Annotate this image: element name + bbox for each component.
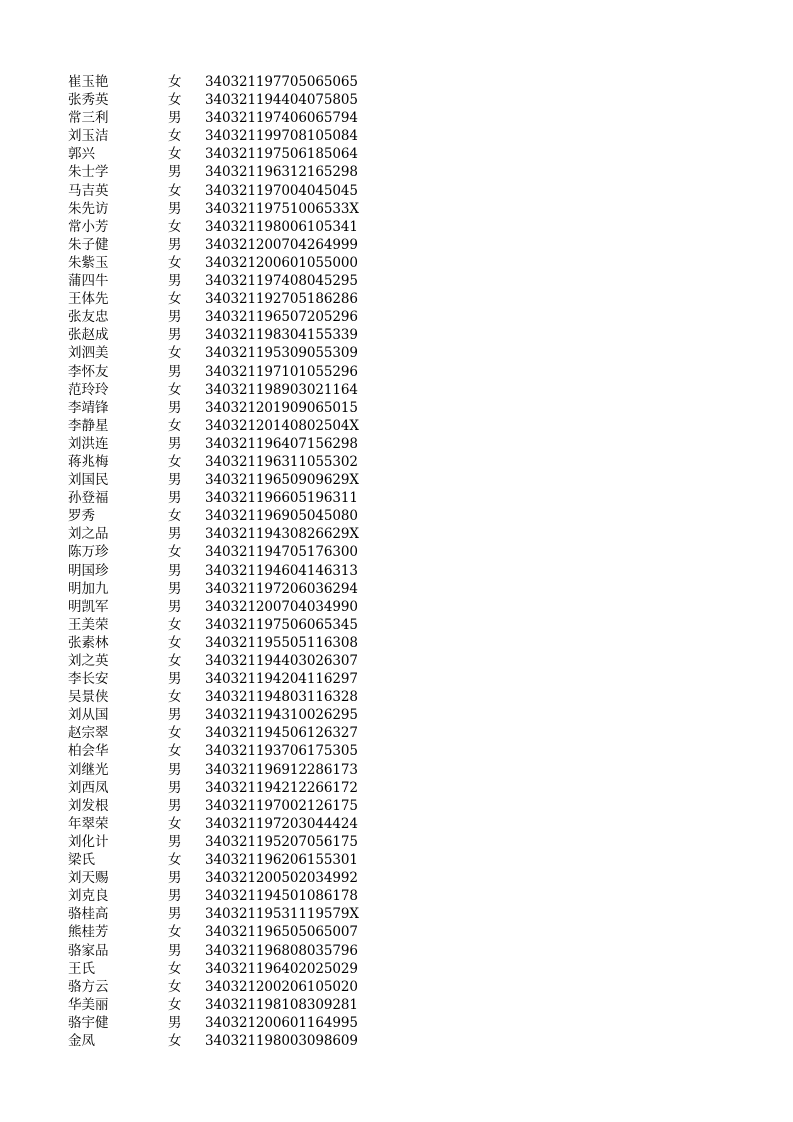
table-row <box>68 1032 368 1050</box>
id-number-cell: 340321197705065065 <box>205 74 358 90</box>
name-cell: 朱紫玉 <box>68 254 109 271</box>
name-cell: 金凤 <box>68 1032 95 1049</box>
table-row <box>68 562 368 580</box>
gender-cell: 女 <box>168 417 182 434</box>
gender-cell: 男 <box>168 1014 182 1031</box>
id-number-cell: 340321200704034990 <box>205 598 358 615</box>
gender-cell: 男 <box>168 164 182 181</box>
gender-cell: 男 <box>168 942 182 959</box>
table-row <box>68 598 368 616</box>
table-row <box>68 363 368 381</box>
gender-cell: 男 <box>168 671 182 688</box>
name-cell: 刘发根 <box>68 797 109 814</box>
id-number-cell: 340321198304155339 <box>205 327 358 344</box>
table-row <box>68 887 368 905</box>
id-number-cell: 340321197004045045 <box>205 182 358 199</box>
table-row <box>68 580 368 598</box>
name-cell: 蒲四牛 <box>68 273 109 290</box>
gender-cell: 女 <box>168 453 182 470</box>
gender-cell: 女 <box>168 725 182 742</box>
gender-cell: 女 <box>168 146 182 163</box>
table-row <box>68 471 368 489</box>
id-number-cell: 34032119751006533X <box>205 200 359 217</box>
name-cell: 王体先 <box>68 291 109 308</box>
id-number-cell: 340321194501086178 <box>205 888 358 905</box>
table-row <box>68 761 368 779</box>
id-number-cell: 340321194705176300 <box>205 544 358 561</box>
table-row <box>68 797 368 815</box>
table-row <box>68 453 368 471</box>
id-number-cell: 340321196311055302 <box>205 453 358 470</box>
name-cell: 范玲玲 <box>68 381 109 398</box>
table-row <box>68 543 368 561</box>
gender-cell: 男 <box>168 797 182 814</box>
name-cell: 朱先访 <box>68 200 109 217</box>
gender-cell: 女 <box>168 960 182 977</box>
gender-cell: 女 <box>168 924 182 941</box>
name-cell: 刘玉洁 <box>68 128 109 145</box>
id-number-cell: 340321197406065794 <box>205 110 358 127</box>
id-number-cell: 340321197101055296 <box>205 363 358 380</box>
gender-cell: 男 <box>168 200 182 217</box>
name-cell: 刘之品 <box>68 526 109 543</box>
id-number-cell: 340321197002126175 <box>205 797 358 814</box>
gender-cell: 男 <box>168 236 182 253</box>
name-cell: 朱士学 <box>68 164 109 181</box>
gender-cell: 男 <box>168 309 182 326</box>
table-row <box>68 869 368 887</box>
table-row <box>68 923 368 941</box>
name-cell: 张素林 <box>68 634 109 651</box>
name-cell: 赵宗翠 <box>68 725 109 742</box>
gender-cell: 男 <box>168 490 182 507</box>
id-number-cell: 34032119531119579X <box>205 906 359 923</box>
id-number-cell: 340321192705186286 <box>205 291 358 308</box>
table-row <box>68 435 368 453</box>
id-number-cell: 340321194604146313 <box>205 562 358 579</box>
name-cell: 陈万珍 <box>68 544 109 561</box>
id-number-cell: 340321194403026307 <box>205 653 358 669</box>
table-row <box>68 670 368 688</box>
gender-cell: 男 <box>168 399 182 416</box>
id-number-cell: 340321196507205296 <box>205 309 358 326</box>
gender-cell: 男 <box>168 888 182 905</box>
table-row <box>68 616 368 634</box>
id-number-cell: 340321197506185064 <box>205 146 358 163</box>
name-cell: 李怀友 <box>68 363 109 380</box>
table-row <box>68 200 368 218</box>
id-number-cell: 340321200601164995 <box>205 1014 358 1031</box>
name-cell: 骆宇健 <box>68 1014 109 1031</box>
id-number-cell: 340321197203044424 <box>205 815 358 832</box>
name-cell: 张赵成 <box>68 327 109 344</box>
table-row <box>68 652 368 670</box>
id-number-cell: 340321196905045080 <box>205 508 358 525</box>
gender-cell: 男 <box>168 833 182 850</box>
gender-cell: 女 <box>168 634 182 651</box>
id-number-cell: 34032119650909629X <box>205 472 359 489</box>
gender-cell: 女 <box>168 616 182 633</box>
name-cell: 李靖锋 <box>68 399 109 416</box>
name-cell: 王氏 <box>68 960 95 977</box>
name-cell: 罗秀 <box>68 508 95 525</box>
table-row <box>68 218 368 236</box>
name-cell: 刘继光 <box>68 761 109 778</box>
record-table <box>68 73 368 1050</box>
table-row <box>68 399 368 417</box>
name-cell: 刘从国 <box>68 707 109 724</box>
name-cell: 年翠荣 <box>68 815 109 832</box>
id-number-cell: 340321194310026295 <box>205 707 358 724</box>
gender-cell: 男 <box>168 906 182 923</box>
gender-cell: 男 <box>168 327 182 344</box>
id-number-cell: 340321200601055000 <box>205 254 358 271</box>
id-number-cell: 340321195309055309 <box>205 345 358 362</box>
gender-cell: 男 <box>168 707 182 724</box>
gender-cell: 女 <box>168 689 182 706</box>
gender-cell: 女 <box>168 743 182 760</box>
table-row <box>68 942 368 960</box>
table-row <box>68 688 368 706</box>
id-number-cell: 34032120140802504X <box>205 417 359 434</box>
name-cell: 明国珍 <box>68 562 109 579</box>
id-number-cell: 340321197408045295 <box>205 273 358 290</box>
table-row <box>68 724 368 742</box>
table-row <box>68 163 368 181</box>
name-cell: 刘泗美 <box>68 345 109 362</box>
gender-cell: 男 <box>168 562 182 579</box>
gender-cell: 女 <box>168 815 182 832</box>
table-row <box>68 525 368 543</box>
id-number-cell: 340321196912286173 <box>205 761 358 778</box>
name-cell: 马吉英 <box>68 182 109 199</box>
table-row <box>68 290 368 308</box>
name-cell: 郭兴 <box>68 146 95 163</box>
name-cell: 常三利 <box>68 110 109 127</box>
id-number-cell: 340321199708105084 <box>205 128 358 145</box>
table-row <box>68 236 368 254</box>
id-number-cell: 340321195505116308 <box>205 634 358 651</box>
gender-cell: 女 <box>168 1032 182 1049</box>
table-row <box>68 489 368 507</box>
name-cell: 常小芳 <box>68 218 109 235</box>
id-number-cell: 34032119430826629X <box>205 526 359 543</box>
id-number-cell: 340321196505065007 <box>205 924 358 941</box>
name-cell: 柏会华 <box>68 743 109 760</box>
gender-cell: 女 <box>168 978 182 995</box>
gender-cell: 男 <box>168 110 182 127</box>
table-row <box>68 145 368 163</box>
table-row <box>68 182 368 200</box>
name-cell: 刘之英 <box>68 653 109 669</box>
table-row <box>68 851 368 869</box>
name-cell: 刘克良 <box>68 888 109 905</box>
gender-cell: 男 <box>168 435 182 452</box>
table-row <box>68 272 368 290</box>
gender-cell: 男 <box>168 779 182 796</box>
id-number-cell: 340321196407156298 <box>205 435 358 452</box>
gender-cell: 男 <box>168 526 182 543</box>
id-number-cell: 340321198003098609 <box>205 1032 358 1049</box>
id-number-cell: 340321196605196311 <box>205 490 358 507</box>
table-row <box>68 996 368 1014</box>
table-row <box>68 1014 368 1032</box>
name-cell: 吴景侠 <box>68 689 109 706</box>
id-number-cell: 340321197506065345 <box>205 616 358 633</box>
table-row <box>68 417 368 435</box>
gender-cell: 女 <box>168 182 182 199</box>
table-row <box>68 91 368 109</box>
name-cell: 崔玉艳 <box>68 74 109 90</box>
table-row <box>68 815 368 833</box>
name-cell: 蒋兆梅 <box>68 453 109 470</box>
table-row <box>68 73 368 91</box>
id-number-cell: 340321194404075805 <box>205 92 358 109</box>
name-cell: 明凯军 <box>68 598 109 615</box>
gender-cell: 女 <box>168 92 182 109</box>
gender-cell: 男 <box>168 273 182 290</box>
gender-cell: 男 <box>168 870 182 887</box>
id-number-cell: 340321196808035796 <box>205 942 358 959</box>
table-row <box>68 109 368 127</box>
table-row <box>68 344 368 362</box>
gender-cell: 女 <box>168 254 182 271</box>
table-row <box>68 978 368 996</box>
name-cell: 明加九 <box>68 580 109 597</box>
name-cell: 骆家品 <box>68 942 109 959</box>
name-cell: 张秀英 <box>68 92 109 109</box>
id-number-cell: 340321194506126327 <box>205 725 358 742</box>
id-number-cell: 340321198108309281 <box>205 996 358 1013</box>
id-number-cell: 340321201909065015 <box>205 399 358 416</box>
name-cell: 朱子健 <box>68 236 109 253</box>
table-row <box>68 960 368 978</box>
name-cell: 华美丽 <box>68 996 109 1013</box>
gender-cell: 男 <box>168 761 182 778</box>
table-row <box>68 779 368 797</box>
id-number-cell: 340321196402025029 <box>205 960 358 977</box>
name-cell: 王美荣 <box>68 616 109 633</box>
gender-cell: 女 <box>168 128 182 145</box>
id-number-cell: 340321200704264999 <box>205 236 358 253</box>
table-row <box>68 308 368 326</box>
name-cell: 骆方云 <box>68 978 109 995</box>
table-row <box>68 833 368 851</box>
id-number-cell: 340321194212266172 <box>205 779 358 796</box>
name-cell: 刘西凤 <box>68 779 109 796</box>
id-number-cell: 340321198006105341 <box>205 218 358 235</box>
name-cell: 刘洪连 <box>68 435 109 452</box>
name-cell: 刘国民 <box>68 472 109 489</box>
gender-cell: 男 <box>168 363 182 380</box>
table-row <box>68 326 368 344</box>
gender-cell: 女 <box>168 852 182 869</box>
name-cell: 骆桂高 <box>68 906 109 923</box>
id-number-cell: 340321194803116328 <box>205 689 358 706</box>
id-number-cell: 340321200206105020 <box>205 978 358 995</box>
gender-cell: 女 <box>168 74 182 90</box>
gender-cell: 男 <box>168 580 182 597</box>
table-row <box>68 127 368 145</box>
gender-cell: 男 <box>168 598 182 615</box>
name-cell: 熊桂芳 <box>68 924 109 941</box>
id-number-cell: 340321193706175305 <box>205 743 358 760</box>
table-row <box>68 254 368 272</box>
gender-cell: 男 <box>168 472 182 489</box>
gender-cell: 女 <box>168 381 182 398</box>
name-cell: 孙登福 <box>68 490 109 507</box>
name-cell: 梁氏 <box>68 852 95 869</box>
id-number-cell: 340321200502034992 <box>205 870 358 887</box>
gender-cell: 女 <box>168 653 182 669</box>
gender-cell: 女 <box>168 508 182 525</box>
table-row <box>68 381 368 399</box>
gender-cell: 女 <box>168 218 182 235</box>
id-number-cell: 340321197206036294 <box>205 580 358 597</box>
id-number-cell: 340321195207056175 <box>205 833 358 850</box>
gender-cell: 女 <box>168 291 182 308</box>
table-row <box>68 507 368 525</box>
name-cell: 刘化计 <box>68 833 109 850</box>
gender-cell: 女 <box>168 345 182 362</box>
gender-cell: 女 <box>168 996 182 1013</box>
table-row <box>68 742 368 760</box>
name-cell: 张友忠 <box>68 309 109 326</box>
name-cell: 刘天赐 <box>68 870 109 887</box>
id-number-cell: 340321196206155301 <box>205 852 358 869</box>
name-cell: 李长安 <box>68 671 109 688</box>
name-cell: 李静星 <box>68 417 109 434</box>
table-row <box>68 905 368 923</box>
id-number-cell: 340321198903021164 <box>205 381 358 398</box>
gender-cell: 女 <box>168 544 182 561</box>
table-row <box>68 706 368 724</box>
id-number-cell: 340321196312165298 <box>205 164 358 181</box>
table-row <box>68 634 368 652</box>
id-number-cell: 340321194204116297 <box>205 671 358 688</box>
